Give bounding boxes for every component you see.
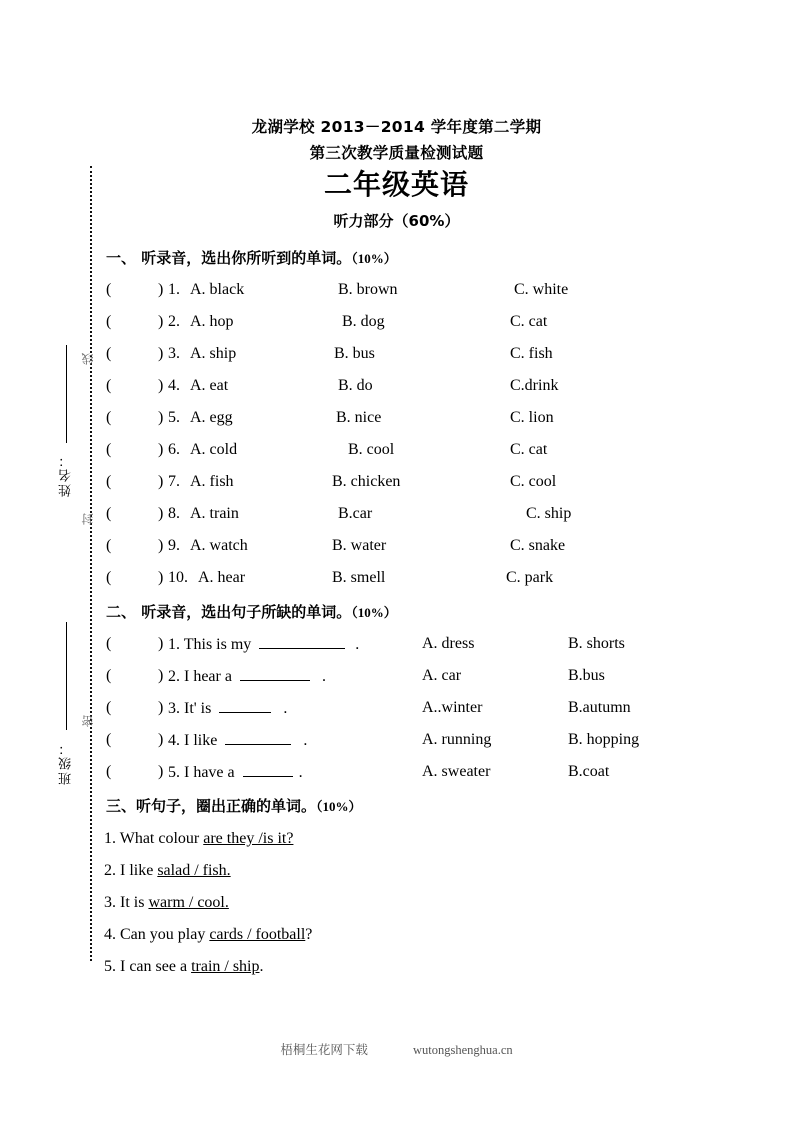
option-b[interactable]: B. nice — [336, 409, 382, 426]
option-b[interactable]: B. water — [332, 537, 387, 554]
question-row — [106, 763, 766, 795]
question-number: 4. — [168, 377, 180, 394]
question-row — [106, 699, 766, 731]
circle-question-row — [104, 894, 229, 912]
question-text: It' is — [184, 700, 212, 717]
option-a[interactable]: A. hop — [190, 313, 234, 330]
question-row — [106, 409, 766, 441]
option-a[interactable]: A. egg — [190, 409, 233, 426]
question-period: . — [321, 668, 326, 685]
footer-site: wutongshenghua.cn — [413, 1043, 513, 1057]
answer-bracket-open[interactable]: ( — [106, 635, 112, 652]
answer-blank[interactable] — [225, 731, 291, 745]
option-b[interactable]: B. brown — [338, 281, 398, 298]
question-number: 7. — [168, 473, 180, 490]
question-stem — [168, 635, 359, 654]
option-b[interactable]: B. smell — [332, 569, 386, 586]
answer-bracket-close[interactable]: ) — [158, 281, 164, 298]
answer-bracket-open[interactable]: ( — [106, 473, 112, 490]
seal-mark-xian: 线 — [81, 352, 95, 365]
option-c[interactable]: C. cool — [510, 473, 557, 490]
option-b[interactable]: B. dog — [342, 313, 385, 330]
section-score: （10%） — [351, 605, 397, 620]
answer-bracket-open[interactable]: ( — [106, 377, 112, 394]
question-text: I hear a — [184, 668, 232, 685]
question-stem — [168, 763, 303, 782]
question-period: . — [283, 700, 288, 717]
question-number: 6. — [168, 441, 180, 458]
seal-mark-feng: 封 — [81, 512, 95, 525]
part-title: 听力部分（60%） — [333, 212, 460, 230]
option-a[interactable]: A. eat — [190, 377, 229, 394]
option-b[interactable]: B. do — [338, 377, 373, 394]
question-number: 1. — [104, 830, 116, 847]
question-row — [106, 377, 766, 409]
option-c[interactable]: C. ship — [526, 505, 572, 522]
answer-bracket-close[interactable]: ) — [158, 731, 164, 748]
answer-bracket-close[interactable]: ) — [158, 377, 164, 394]
question-text: I like — [120, 862, 158, 879]
option-b[interactable]: B.autumn — [568, 699, 631, 716]
option-c[interactable]: C. cat — [510, 441, 548, 458]
option-c[interactable]: C. fish — [510, 345, 553, 362]
section-heading-text: 二、 听录音，选出句子所缺的单词。 — [106, 603, 352, 621]
option-a[interactable]: A. cold — [190, 441, 238, 458]
option-a[interactable]: A. car — [422, 667, 462, 684]
question-number: 5. — [168, 409, 180, 426]
question-number: 5. — [104, 958, 116, 975]
option-a[interactable]: A..winter — [422, 699, 483, 716]
question-number: 1. — [168, 281, 180, 298]
question-row — [106, 313, 766, 345]
question-number: 10. — [168, 569, 188, 586]
answer-blank[interactable] — [243, 763, 293, 777]
question-period: . — [303, 732, 308, 749]
answer-bracket-close[interactable]: ) — [158, 473, 164, 490]
question-number: 4. — [104, 926, 116, 943]
footer-source: 梧桐生花网下载 — [280, 1043, 368, 1057]
question-tail: ? — [305, 926, 313, 943]
answer-bracket-close[interactable]: ) — [158, 345, 164, 362]
answer-bracket-open[interactable]: ( — [106, 505, 112, 522]
question-text: What colour — [119, 830, 204, 847]
footer — [0, 1040, 793, 1058]
option-a[interactable]: A. hear — [198, 569, 246, 586]
circle-question-row — [104, 862, 231, 880]
answer-bracket-open[interactable]: ( — [106, 537, 112, 554]
question-row — [106, 281, 766, 313]
section-score: （10%） — [316, 799, 362, 814]
question-tail: . — [259, 958, 264, 975]
option-a[interactable]: A. watch — [190, 537, 248, 554]
question-text: I like — [184, 732, 218, 749]
school-term-line: 龙湖学校 2013－2014 学年度第二学期 — [251, 118, 542, 136]
section-heading-1 — [106, 247, 397, 268]
question-row — [106, 441, 766, 473]
student-name-label: 姓名： — [58, 452, 73, 497]
answer-bracket-close[interactable]: ) — [158, 699, 164, 716]
option-a[interactable]: A. train — [190, 505, 239, 522]
question-row — [106, 569, 766, 601]
answer-bracket-open[interactable]: ( — [106, 731, 112, 748]
answer-blank[interactable] — [259, 635, 345, 649]
option-b[interactable]: B. cool — [348, 441, 395, 458]
circle-question-row — [104, 926, 312, 944]
option-c[interactable]: C. white — [514, 281, 569, 298]
section-heading-text: 三、听句子，圈出正确的单词。 — [106, 797, 317, 815]
option-b[interactable]: B. bus — [334, 345, 375, 362]
question-text: Can you play — [120, 926, 210, 943]
question-number: 5. — [168, 764, 180, 781]
answer-bracket-open[interactable]: ( — [106, 441, 112, 458]
option-c[interactable]: C.drink — [510, 377, 559, 394]
section-heading-2 — [106, 601, 397, 622]
option-b[interactable]: B.car — [338, 505, 373, 522]
question-row — [106, 473, 766, 505]
student-class-label: 班级： — [58, 740, 73, 785]
section-score: （10%） — [351, 251, 397, 266]
circle-question-row — [104, 958, 264, 976]
question-row — [106, 667, 766, 699]
answer-bracket-close[interactable]: ) — [158, 409, 164, 426]
page-title: 二年级英语 — [323, 168, 469, 201]
question-number: 4. — [168, 732, 180, 749]
question-period: . — [298, 764, 303, 781]
question-row — [106, 537, 766, 569]
question-stem — [168, 667, 326, 686]
answer-bracket-close[interactable]: ) — [158, 441, 164, 458]
word-choice-pair[interactable]: warm / cool. — [148, 894, 229, 911]
answer-bracket-open[interactable]: ( — [106, 699, 112, 716]
answer-bracket-open[interactable]: ( — [106, 345, 112, 362]
option-a[interactable]: A. black — [190, 281, 245, 298]
word-choice-pair[interactable]: cards / football — [209, 926, 306, 943]
question-number: 2. — [104, 862, 116, 879]
question-number: 2. — [168, 668, 180, 685]
section-heading-text: 一、 听录音，选出你所听到的单词。 — [106, 249, 352, 267]
question-text: I have a — [184, 764, 235, 781]
option-a[interactable]: A. running — [422, 731, 492, 748]
option-c[interactable]: C. lion — [510, 409, 554, 426]
answer-blank[interactable] — [240, 667, 310, 681]
answer-bracket-close[interactable]: ) — [158, 763, 164, 780]
word-choice-pair[interactable]: salad / fish. — [157, 862, 231, 879]
question-text: This is my — [183, 636, 252, 653]
answer-bracket-open[interactable]: ( — [106, 281, 112, 298]
word-choice-pair[interactable]: train / ship — [191, 958, 260, 975]
option-b[interactable]: B.bus — [568, 667, 605, 684]
circle-question-row — [104, 830, 293, 848]
option-a[interactable]: A. fish — [190, 473, 234, 490]
answer-bracket-close[interactable]: ) — [158, 313, 164, 330]
section-heading-3 — [106, 795, 362, 816]
answer-bracket-open[interactable]: ( — [106, 763, 112, 780]
answer-bracket-close[interactable]: ) — [158, 505, 164, 522]
option-c[interactable]: C. snake — [510, 537, 566, 554]
answer-bracket-close[interactable]: ) — [158, 635, 164, 652]
question-row — [106, 635, 766, 667]
option-b[interactable]: B. hopping — [568, 731, 640, 748]
question-number: 3. — [168, 345, 180, 362]
question-number: 3. — [104, 894, 116, 911]
option-c[interactable]: C. park — [506, 569, 554, 586]
question-text: It is — [120, 894, 149, 911]
question-row — [106, 505, 766, 537]
exam-name-line: 第三次教学质量检测试题 — [309, 144, 484, 162]
option-a[interactable]: A. sweater — [422, 763, 491, 780]
option-b[interactable]: B. chicken — [332, 473, 401, 490]
answer-blank[interactable] — [219, 699, 271, 713]
answer-bracket-open[interactable]: ( — [106, 313, 112, 330]
word-choice-pair[interactable]: are they /is it? — [203, 830, 294, 847]
option-b[interactable]: B. shorts — [568, 635, 625, 652]
question-text: I can see a — [120, 958, 192, 975]
question-number: 3. — [168, 700, 180, 717]
seal-mark-mi: 密 — [81, 714, 95, 727]
option-b[interactable]: B.coat — [568, 763, 610, 780]
question-stem — [168, 731, 307, 750]
answer-bracket-open[interactable]: ( — [106, 667, 112, 684]
option-a[interactable]: A. dress — [422, 635, 475, 652]
answer-bracket-open[interactable]: ( — [106, 409, 112, 426]
question-stem — [168, 699, 287, 718]
question-number: 2. — [168, 313, 180, 330]
option-c[interactable]: C. cat — [510, 313, 548, 330]
option-a[interactable]: A. ship — [190, 345, 237, 362]
answer-bracket-open[interactable]: ( — [106, 569, 112, 586]
question-number: 9. — [168, 537, 180, 554]
question-row — [106, 345, 766, 377]
answer-bracket-close[interactable]: ) — [158, 537, 164, 554]
question-period: . — [355, 636, 360, 653]
answer-bracket-close[interactable]: ) — [158, 569, 164, 586]
answer-bracket-close[interactable]: ) — [158, 667, 164, 684]
question-number: 8. — [168, 505, 180, 522]
question-number: 1. — [168, 636, 180, 653]
question-row — [106, 731, 766, 763]
